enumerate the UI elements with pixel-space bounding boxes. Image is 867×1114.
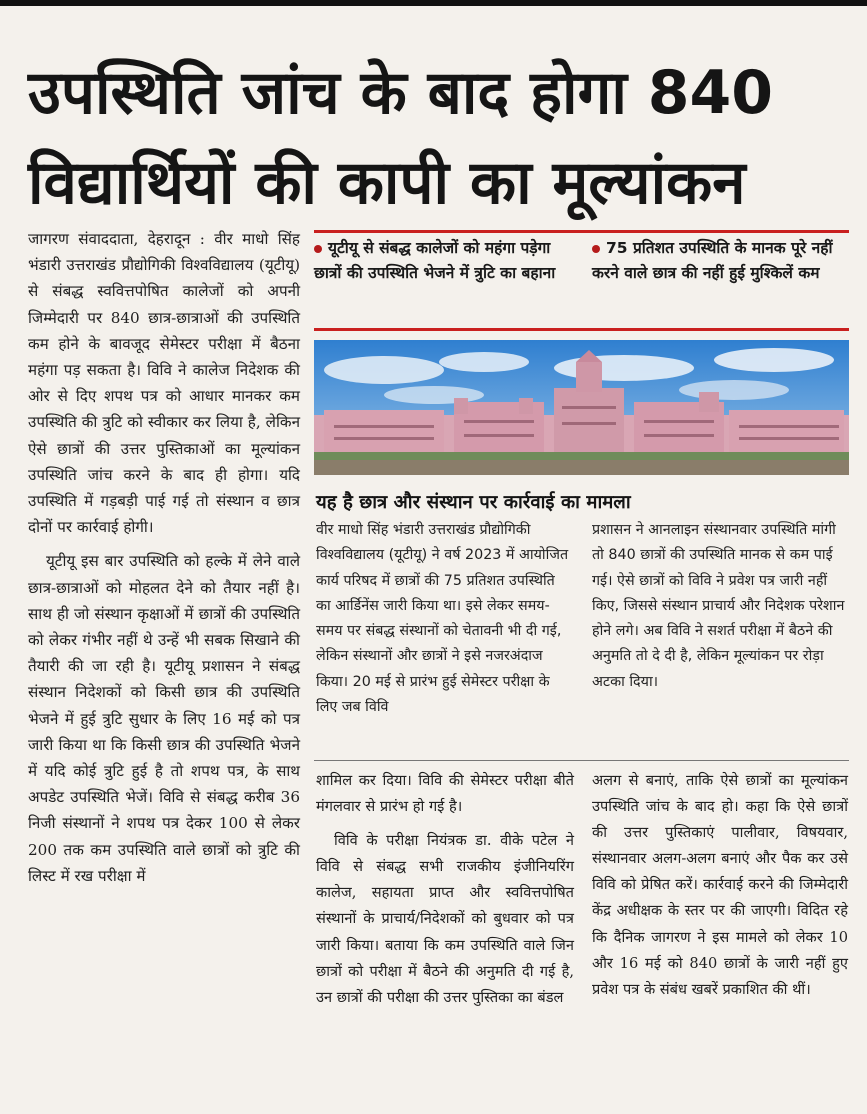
lower-left-paragraph-1: शामिल कर दिया। विवि की सेमेस्टर परीक्षा बीते मंगलवार से प्रारंभ हो गई है।: [316, 772, 574, 816]
box-column-left: [316, 518, 574, 728]
university-building-photo: [314, 340, 849, 475]
lower-column-left: [316, 768, 574, 1019]
bullet-dot-icon: [592, 245, 600, 253]
left-column: [28, 226, 300, 897]
highlight-2-text: 75 प्रतिशत उपस्थिति के मानक पूरे नहीं करने वाले छात्र की नहीं हुई मुश्किलें कम: [592, 239, 833, 282]
highlights: [314, 236, 849, 324]
highlight-1-text: यूटीयू से संबद्ध कालेजों को महंगा पड़ेगा छात्रों की उपस्थिति भेजने में त्रुटि का बहाना: [314, 239, 556, 282]
bullets-top-rule: [314, 230, 849, 233]
bullet-dot-icon: [314, 245, 322, 253]
left-paragraph-1: जागरण संवाददाता, देहरादून : वीर माधो सिंह भंडारी उत्तराखंड प्रौद्योगिकी विश्वविद्यालय (यूटीयू) से संबद्ध स्ववित्तपोषित कालेजों को अपनी जिम्मेदारी पर 840 छात्र-छात्राओं की उपस्थिति कम होने के बावजूद सेमेस्टर परीक्षा में बैठना महंगा पड़ सकता है। विवि ने कालेज निदेशक की ओर से दिए शपथ पत्र को आधार मानकर कम उपस्थिति की त्रुटि को स्वीकार कर लिया है, लेकिन ऐसे छात्रों की उत्तर पुस्तिकाओं का मूल्यांकन उपस्थिति जांच करने के बाद ही होगा। यदि उपस्थिति में गड़बड़ी पाई गई तो संस्थान व छात्र दोनों पर कार्रवाई होगी।: [28, 230, 300, 537]
box-right-text: प्रशासन ने आनलाइन संस्थानवार उपस्थिति मांगी तो 840 छात्रों की उपस्थिति मानक से कम पाई गई। ऐसे छात्रों को विवि ने प्रवेश पत्र जारी नहीं किए, जिससे संस्थान प्राचार्य और निदेशक परेशान होने लगे। अब विवि ने सशर्त परीक्षा में बैठने की अनुमति तो दे दी है, लेकिन मूल्यांकन पर रोड़ा अटका दिया।: [592, 522, 845, 690]
left-paragraph-2: यूटीयू इस बार उपस्थिति को हल्के में लेने वाले छात्र-छात्राओं को मोहलत देने को तैयार नहीं है। साथ ही जो संस्थान कृक्षाओं में छात्रों की उपस्थिति को लेकर गंभीर नहीं थे उन्हें भी सबक सिखाने की तैयारी की जा रही है। यूटीयू प्रशासन ने संबद्ध संस्थान निदेशकों को किसी छात्र की उपस्थिति भेजने में हुई त्रुटि सुधार के लिए 16 मई को पत्र जारी किया था कि किसी छात्र की उपस्थिति भेजने में यदि कोई त्रुटि हुई है तो शपथ पत्र, के साथ अपडेट उपस्थिति भेजें। विवि से संबद्ध करीब 36 निजी संस्थानों ने शपथ पत्र देकर 100 से लेकर 200 तक कम उपस्थिति वाले छात्रों को त्रुटि की लिस्ट में रख परीक्षा में: [28, 552, 300, 885]
headline-line-1: उपस्थिति जांच के बाद होगा 840: [28, 58, 774, 128]
lower-column-right: [592, 768, 848, 1011]
highlight-2: [592, 236, 849, 286]
lower-left-paragraph-2: विवि के परीक्षा नियंत्रक डा. वीके पटेल ने विवि से संबद्ध सभी राजकीय इंजीनियरिंग कालेज, सहायता प्राप्त और स्ववित्तपोषित संस्थानों के प्राचार्य/निदेशकों को बुधवार को पत्र जारी किया। बताया कि कम उपस्थिति वाले जिन छात्रों को परीक्षा में बैठने की अनुमति दी गई है, उन छात्रों की परीक्षा की उत्तर पुस्तिका का बंडल: [316, 832, 574, 1006]
top-rule: [0, 0, 867, 6]
headline-line-2: विद्यार्थियों की कापी का मूल्यांकन: [28, 148, 746, 218]
box-column-right: [592, 518, 848, 703]
box-subheading: यह है छात्र और संस्थान पर कार्रवाई का मामला: [316, 492, 631, 513]
highlight-1: [314, 236, 574, 286]
box-divider: [314, 760, 849, 761]
box-left-text: वीर माधो सिंह भंडारी उत्तराखंड प्रौद्योगिकी विश्वविद्यालय (यूटीयू) ने वर्ष 2023 में आयोजित कार्य परिषद में छात्रों की 75 प्रतिशत उपस्थिति का आर्डिनेंस जारी किया था। इसे लेकर समय-समय पर संबद्ध संस्थानों को चेतावनी भी दी गई, लेकिन संस्थानों और छात्रों ने इसे नजरअंदाज किया। 20 मई से प्रारंभ हुई सेमेस्टर परीक्षा के लिए जब विवि: [316, 522, 569, 716]
bullets-bottom-rule: [314, 328, 849, 331]
lower-right-paragraph-1: अलग से बनाएं, ताकि ऐसे छात्रों का मूल्यांकन उपस्थिति जांच के बाद हो। कहा कि ऐसे छात्रों की उत्तर पुस्तिकाएं पालीवार, विषयवार, संस्थानवार अलग-अलग बनाएं और पैक कर उसे विवि को प्रेषित करें। कार्रवाई करने की जिम्मेदारी केंद्र अधीक्षक के स्तर पर की जाएगी। विदित रहे कि दैनिक जागरण ने इस मामले को लेकर 10 और 16 मई को 840 छात्रों के जारी नहीं हुए प्रवेश पत्र के संबंध खबरें प्रकाशित की थीं।: [592, 772, 848, 998]
headline: [28, 48, 843, 228]
